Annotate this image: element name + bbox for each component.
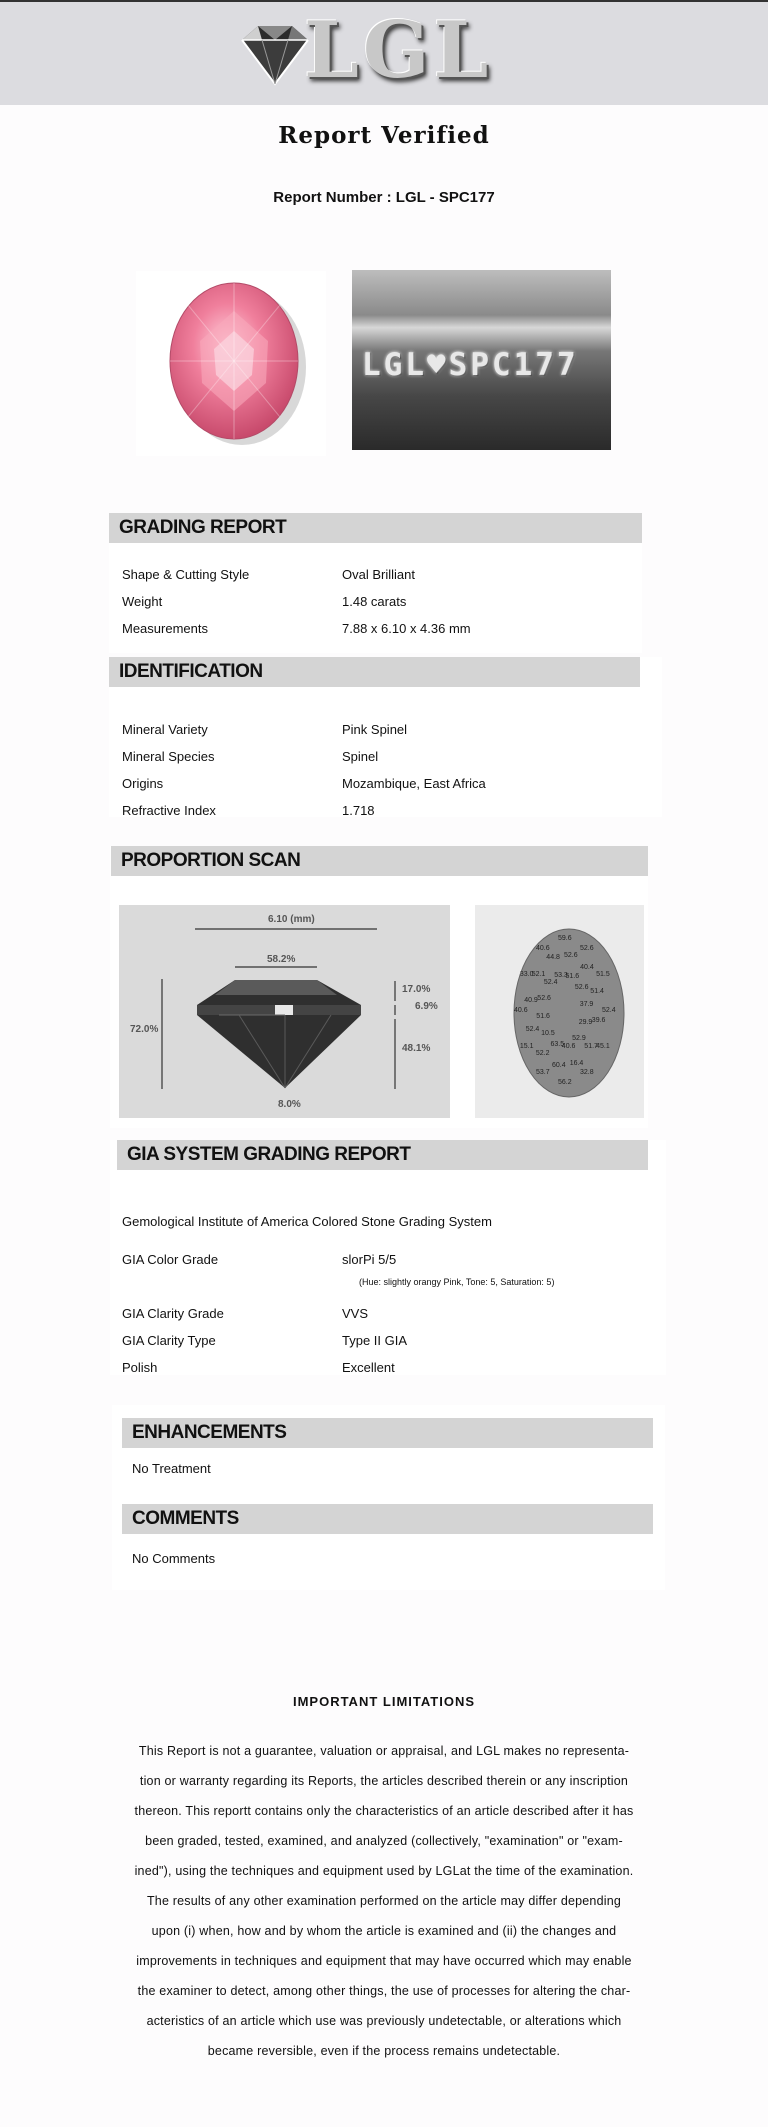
facet-value: 40.9: [524, 997, 538, 1005]
facet-value: 52.6: [564, 951, 578, 959]
limitations-line: ined"), using the techniques and equipment used by LGLat the time of the examination.: [134, 1864, 634, 1878]
facet-value: 40.6: [514, 1007, 528, 1014]
identification-heading: IDENTIFICATION: [109, 657, 640, 687]
facet-value: 29.9: [578, 1019, 593, 1027]
gia-value: VVS: [342, 1306, 369, 1321]
facet-value: 63.5: [550, 1040, 565, 1048]
limitations-body: [112, 1736, 656, 2066]
girdle-percent: 6.9%: [415, 1001, 438, 1012]
identification-label: Mineral Variety: [122, 722, 208, 737]
facet-value: 51.6: [536, 1013, 550, 1021]
facet-value: 52.4: [525, 1026, 540, 1034]
facet-value: 40.6: [536, 944, 550, 952]
limitations-line: upon (i) when, how and by whom the article is examined and (ii) the changes and: [151, 1924, 617, 1938]
gia-color-label: GIA Color Grade: [122, 1252, 219, 1267]
limitations-line: tion or warranty regarding its Reports, the articles described therein or any inscription: [139, 1774, 629, 1788]
limitations-line: became reversible, even if the process remains undetectable.: [207, 2044, 561, 2058]
limitations-line: been graded, tested, examined, and analyzed (collectively, "examination" or "exam-: [145, 1834, 623, 1848]
header-bar: [0, 0, 768, 105]
gia-label: Polish: [122, 1360, 158, 1375]
facet-value: 52.9: [572, 1034, 586, 1042]
pavilion-percent: 48.1%: [402, 1043, 431, 1054]
facet-value: 53.7: [536, 1069, 550, 1077]
crown-percent: 17.0%: [402, 984, 431, 995]
facet-value: 51.6: [565, 973, 580, 981]
width-label: 6.10 (mm): [268, 914, 315, 925]
proportion-top-view: [475, 905, 644, 1118]
gia-label: GIA Clarity Grade: [122, 1306, 224, 1321]
facet-value: 40.4: [580, 964, 594, 971]
gia-color-note: (Hue: slightly orangy Pink, Tone: 5, Saturation: 5): [359, 1277, 555, 1287]
comments-heading: COMMENTS: [122, 1504, 653, 1534]
facet-value: 40.6: [561, 1042, 576, 1050]
facet-value: 60.4: [552, 1062, 566, 1070]
logo-text: LGL: [304, 5, 493, 96]
culet-percent: 8.0%: [278, 1099, 301, 1110]
gemstone-photo: [136, 271, 326, 456]
facet-value: 53.3: [554, 971, 568, 979]
facet-value: 56.2: [558, 1079, 572, 1086]
limitations-line: the examiner to detect, among other things, the use of processes for altering the char-: [137, 1984, 631, 1998]
facet-value: 51.7: [584, 1043, 598, 1051]
depth-percent: 72.0%: [130, 1024, 159, 1035]
facet-value: 52.2: [535, 1050, 550, 1057]
proportion-side-view: [119, 905, 450, 1118]
identification-value: Spinel: [342, 749, 379, 764]
grading-label: Weight: [122, 594, 163, 609]
report-number: Report Number : LGL - SPC177: [273, 189, 495, 206]
facet-value: 51.5: [596, 971, 610, 978]
limitations-line: This Report is not a guarantee, valuation or appraisal, and LGL makes no representa-: [138, 1744, 630, 1758]
facet-value: 52.4: [602, 1007, 616, 1014]
lgl-logo: [232, 5, 493, 96]
facet-value: 39.6: [591, 1016, 606, 1024]
facet-value: 52.1: [531, 970, 546, 978]
facet-value: 16.4: [569, 1059, 584, 1067]
page-title: Report Verified: [278, 122, 490, 149]
facet-value: 32.8: [580, 1069, 594, 1077]
facet-value: 52.6: [580, 944, 594, 952]
inscription-text: LGL♥SPC177: [362, 347, 579, 383]
facet-value: 52.6: [537, 994, 551, 1002]
gia-heading: GIA SYSTEM GRADING REPORT: [117, 1140, 648, 1170]
facet-value: 10.5: [541, 1030, 555, 1038]
facet-value: 15.1: [519, 1043, 534, 1050]
facet-value: 59.6: [558, 935, 572, 942]
identification-label: Mineral Species: [122, 749, 215, 764]
facet-value: 33.0: [519, 971, 534, 978]
gia-value: Excellent: [342, 1360, 395, 1375]
identification-value: Pink Spinel: [342, 722, 408, 737]
grading-value: Oval Brilliant: [342, 567, 415, 582]
identification-label: Refractive Index: [122, 803, 216, 818]
gia-color-value: slorPi 5/5: [342, 1252, 397, 1267]
gia-value: Type II GIA: [342, 1333, 408, 1348]
facet-value: 37.9: [579, 1000, 594, 1008]
facet-value: 52.6: [574, 983, 589, 991]
limitations-line: improvements in techniques and equipment that may have occurred which may enable: [136, 1954, 632, 1968]
limitations-line: The results of any other examination performed on the article may differ depending: [146, 1894, 622, 1908]
facet-value: 52.4: [543, 979, 558, 987]
identification-label: Origins: [122, 776, 164, 791]
comments-text: No Comments: [132, 1551, 216, 1566]
grading-label: Measurements: [122, 621, 208, 636]
identification-value: Mozambique, East Africa: [342, 776, 486, 791]
identification-value: 1.718: [342, 803, 375, 818]
facet-value: 51.4: [590, 987, 604, 995]
table-percent: 58.2%: [267, 954, 296, 965]
enhancements-text: No Treatment: [132, 1461, 211, 1476]
facet-value: 44.8: [546, 954, 560, 962]
grading-value: 7.88 x 6.10 x 4.36 mm: [342, 621, 471, 636]
limitations-line: thereon. This reportt contains only the characteristics of an article described after it has: [134, 1804, 634, 1818]
grading-label: Shape & Cutting Style: [122, 567, 250, 582]
facet-value: 45.1: [596, 1043, 610, 1050]
gia-label: GIA Clarity Type: [122, 1333, 216, 1348]
proportion-heading: PROPORTION SCAN: [111, 846, 648, 876]
limitations-line: acteristics of an article which use was previously undetectable, or alterations which: [146, 2014, 622, 2028]
limitations-title: IMPORTANT LIMITATIONS: [292, 1694, 476, 1709]
grading-value: 1.48 carats: [342, 594, 407, 609]
gia-system: Gemological Institute of America Colored Stone Grading System: [122, 1214, 492, 1229]
inscription-photo: [352, 270, 611, 450]
grading-heading: GRADING REPORT: [109, 513, 642, 543]
enhancements-heading: ENHANCEMENTS: [122, 1418, 653, 1448]
